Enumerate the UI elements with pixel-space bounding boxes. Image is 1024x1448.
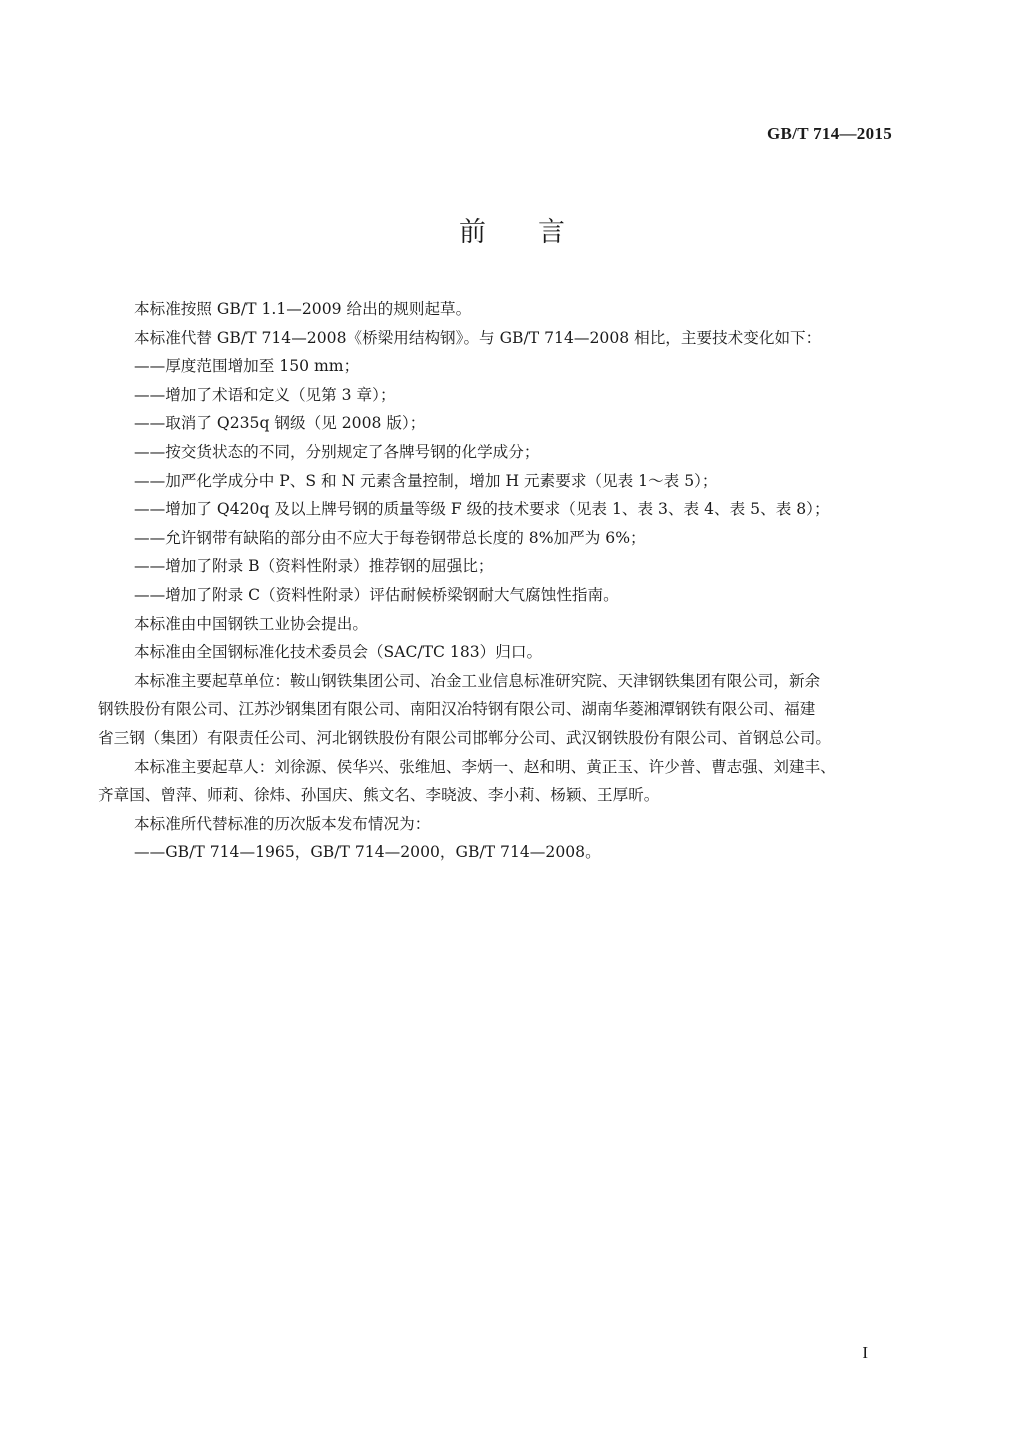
- drafters-line: 本标准主要起草人：刘徐源、侯华兴、张维旭、李炳一、赵和明、黄正玉、许少普、曹志强、刘建丰、: [134, 757, 836, 776]
- drafters-line: 齐章国、曾萍、师莉、徐炜、孙国庆、熊文名、李晓波、李小莉、杨颖、王厚昕。: [98, 786, 660, 805]
- paragraph-drafters: [98, 753, 896, 810]
- paragraph-replacement: 本标准代替 GB/T 714—2008《桥梁用结构钢》。与 GB/T 714—2008 相比，主要技术变化如下：: [134, 328, 822, 347]
- change-item-grade-f: ——增加了 Q420q 及以上牌号钢的质量等级 F 级的技术要求（见表 1、表 3、表 4、表 5、表 8）；: [134, 500, 830, 519]
- page-title: 前言: [459, 217, 617, 248]
- paragraph-drafting-rules: 本标准按照 GB/T 1.1—2009 给出的规则起草。: [134, 300, 472, 318]
- change-item-terms: ——增加了术语和定义（见第 3 章）；: [134, 385, 396, 404]
- paragraph-drafting-units: [98, 667, 896, 753]
- change-item-delivery-state: ——按交货状态的不同，分别规定了各牌号钢的化学成分；: [134, 442, 540, 461]
- paragraph-proposed-by: 本标准由中国钢铁工业协会提出。: [134, 614, 368, 633]
- standard-number: GB/T 714—2015: [767, 124, 892, 143]
- drafting-units-line: 省三钢（集团）有限责任公司、河北钢铁股份有限公司邯郸分公司、武汉钢铁股份有限公司、首钢总公司。: [98, 728, 831, 747]
- paragraph-history-versions: ——GB/T 714—1965，GB/T 714—2000，GB/T 714—2008。: [134, 843, 601, 862]
- change-item-thickness: ——厚度范围增加至 150 mm；: [134, 357, 360, 376]
- change-item-annex-c: ——增加了附录 C（资料性附录）评估耐候桥梁钢耐大气腐蚀性指南。: [134, 585, 619, 604]
- change-item-chemical: ——加严化学成分中 P、S 和 N 元素含量控制，增加 H 元素要求（见表 1～表 5）；: [134, 471, 718, 490]
- paragraph-centralized-by: 本标准由全国钢标准化技术委员会（SAC/TC 183）归口。: [134, 643, 543, 662]
- change-item-annex-b: ——增加了附录 B（资料性附录）推荐钢的屈强比；: [134, 557, 494, 576]
- change-item-q235q: ——取消了 Q235q 钢级（见 2008 版）；: [134, 414, 426, 433]
- foreword-content: [98, 295, 896, 867]
- page-number: I: [862, 1343, 868, 1362]
- paragraph-history-intro: 本标准所代替标准的历次版本发布情况为：: [134, 814, 431, 833]
- drafting-units-line: 钢铁股份有限公司、江苏沙钢集团有限公司、南阳汉冶特钢有限公司、湖南华菱湘潭钢铁有限公司、福建: [98, 700, 816, 719]
- change-item-defects: ——允许钢带有缺陷的部分由不应大于每卷钢带总长度的 8%加严为 6%；: [134, 528, 646, 547]
- drafting-units-line: 本标准主要起草单位：鞍山钢铁集团公司、冶金工业信息标准研究院、天津钢铁集团有限公司，新余: [134, 671, 821, 690]
